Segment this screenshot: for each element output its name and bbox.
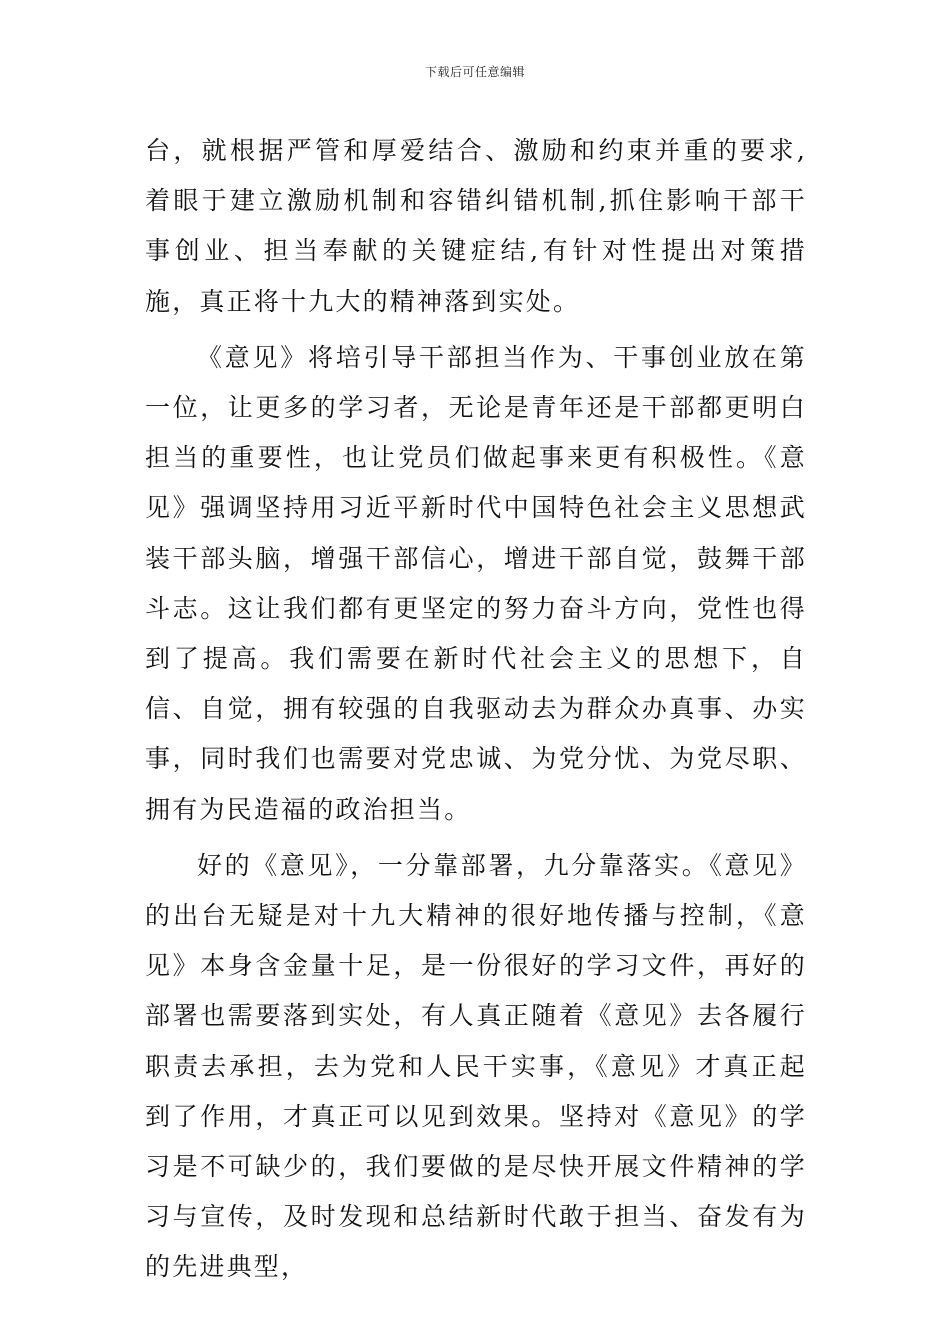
document-body [145,126,807,1299]
paragraph: 《意见》将培引导干部担当作为、干事创业放在第一位，让更多的学习者，无论是青年还是干部都更明白担当的重要性，也让党员们做起事来更有积极性。《意见》强调坚持用习近平新时代中国特色社会主义思想武装干部头脑，增强干部信心，增进干部自觉，鼓舞干部斗志。这让我们都有更坚定的努力奋斗方向，党性也得到了提高。我们需要在新时代社会主义的思想下，自信、自觉，拥有较强的自我驱动去为群众办真事、办实事，同时我们也需要对党忠诚、为党分忧、为党尽职、拥有为民造福的政治担当。 [145,342,807,824]
paragraph: 好的《意见》，一分靠部署，九分靠落实。《意见》的出台无疑是对十九大精神的很好地传播与控制，《意见》本身含金量十足，是一份很好的学习文件，再好的部署也需要落到实处，有人真正随着《意见》去各履行职责去承担，去为党和人民干实事，《意见》才真正起到了作用，才真正可以见到效果。坚持对《意见》的学习是不可缺少的，我们要做的是尽快开展文件精神的学习与宣传，及时发现和总结新时代敢于担当、奋发有为的先进典型， [145,850,807,1282]
paragraph-continuation: 台，就根据严管和厚爱结合、激励和约束并重的要求,着眼于建立激励机制和容错纠错机制,抓住影响干部干事创业、担当奉献的关键症结,有针对性提出对策措施，真正将十九大的精神落到实处。 [145,136,807,316]
page-header: 下载后可任意编辑 [424,65,525,79]
